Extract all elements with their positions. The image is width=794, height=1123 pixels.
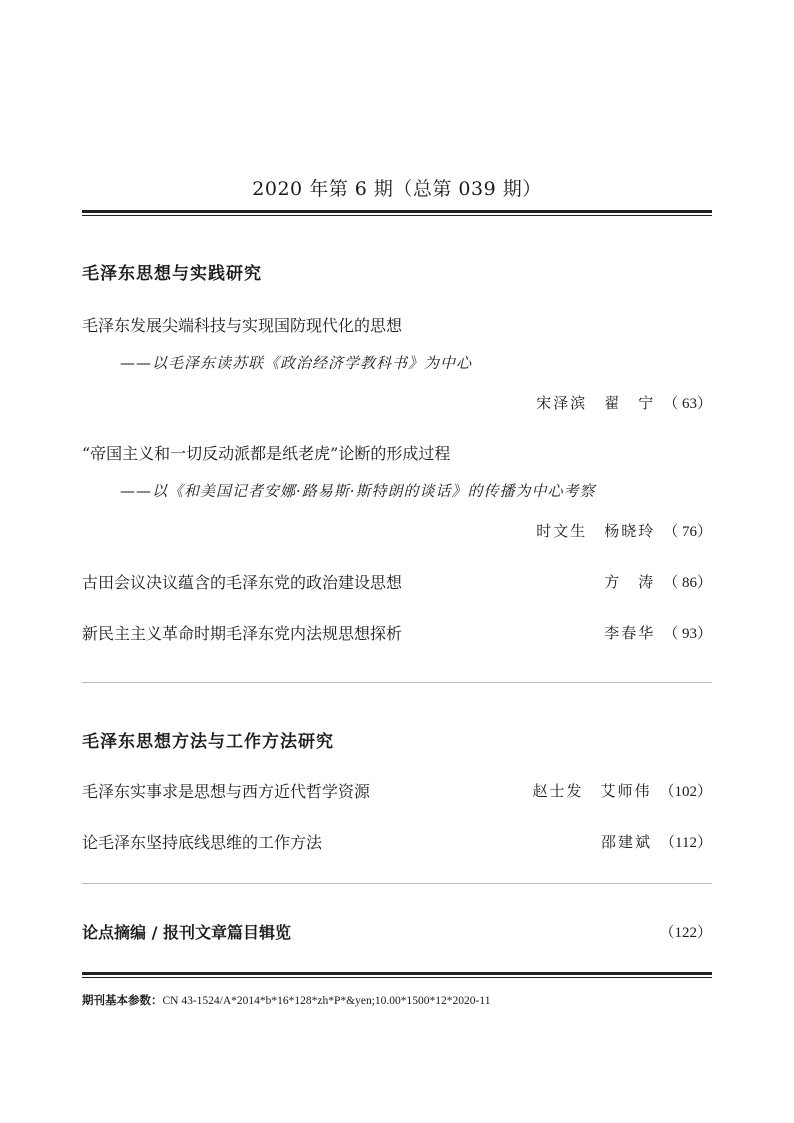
article-title: 论毛泽东坚持底线思维的工作方法 — [82, 833, 323, 852]
article-authors: 宋泽滨 翟 宁 — [536, 394, 656, 412]
article-byline — [601, 831, 712, 852]
issue-title: 2020 年第 6 期（总第 039 期） — [252, 178, 542, 200]
section-divider — [82, 682, 712, 683]
article-page: （ 76） — [663, 524, 712, 540]
journal-parameters — [82, 992, 490, 1008]
article-authors: 李春华 — [604, 624, 656, 642]
article-authors: 邵建斌 — [601, 833, 653, 851]
journal-parameters-label: 期刊基本参数： — [82, 993, 163, 1007]
article-authors: 时文生 杨晓玲 — [536, 522, 656, 540]
misc-title: 论点摘编 / 报刊文章篇目辑览 — [82, 923, 291, 942]
article-title: 古田会议决议蕴含的毛泽东党的政治建设思想 — [82, 573, 403, 592]
article-page: （ 86） — [663, 575, 712, 591]
article-page: （102） — [659, 784, 712, 800]
journal-parameters-value: CN 43-1524/A*2014*b*16*128*zh*P*&yen;10.00*1500*12*2020-11 — [162, 995, 491, 1007]
article-authors: 方 涛 — [604, 573, 656, 591]
misc-page — [651, 921, 712, 942]
footer-double-rule — [82, 972, 712, 978]
article-page: （112） — [660, 835, 712, 851]
article-byline — [536, 520, 712, 541]
section-divider — [82, 883, 712, 884]
article-title: 新民主主义革命时期毛泽东党内法规思想探析 — [82, 624, 403, 643]
article-title: 毛泽东发展尖端科技与实现国防现代化的思想 — [82, 316, 403, 335]
article-authors: 赵士发 艾师伟 — [532, 782, 652, 800]
article-byline — [536, 392, 712, 413]
article-byline — [604, 571, 712, 592]
article-page: （122） — [659, 925, 712, 941]
section-heading: 毛泽东思想与实践研究 — [82, 264, 262, 284]
article-byline — [604, 622, 712, 643]
header-double-rule — [82, 210, 712, 216]
section-heading: 毛泽东思想方法与工作方法研究 — [82, 732, 334, 752]
article-page: （ 63） — [663, 396, 712, 412]
article-subtitle: ——以毛泽东读苏联《政治经济学教科书》为中心 — [120, 354, 473, 372]
article-subtitle: ——以《和美国记者安娜·路易斯·斯特朗的谈话》的传播为中心考察 — [120, 482, 596, 500]
article-page: （ 93） — [663, 626, 712, 642]
article-title: 毛泽东实事求是思想与西方近代哲学资源 — [82, 782, 371, 801]
article-byline — [532, 780, 712, 801]
article-title: “帝国主义和一切反动派都是纸老虎”论断的形成过程 — [82, 444, 451, 463]
